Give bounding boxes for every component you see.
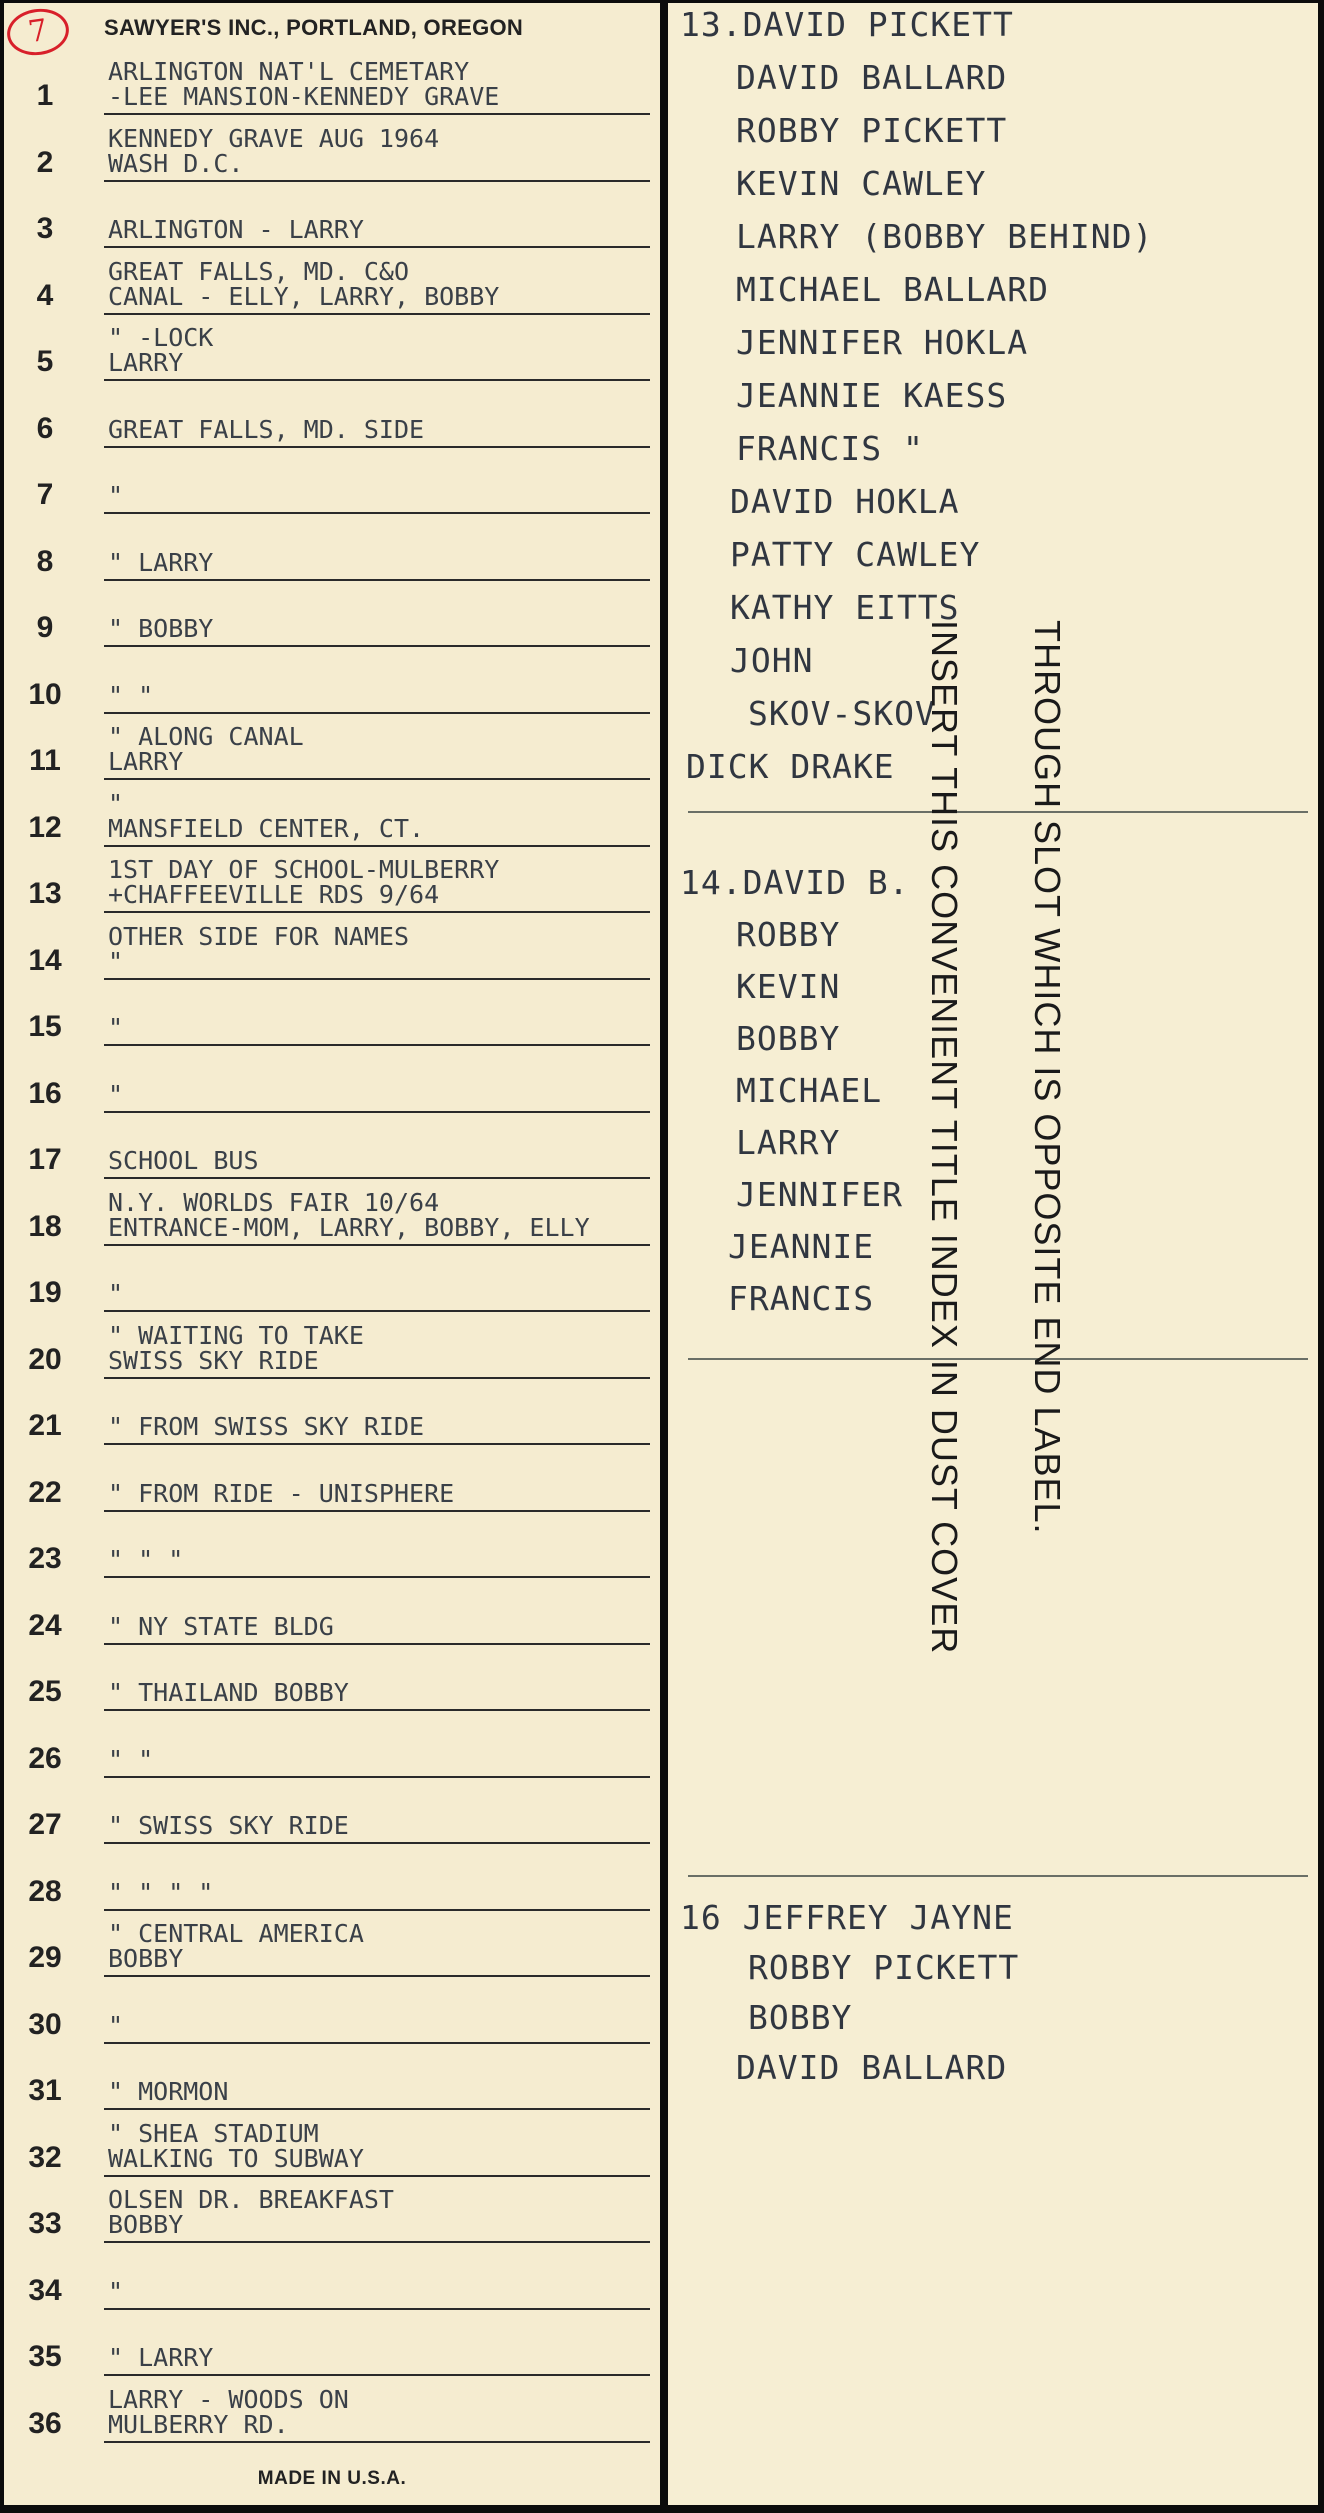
row-number: 30 <box>28 2007 62 2041</box>
row-number: 7 <box>36 478 54 511</box>
index-row <box>4 48 660 115</box>
row-entry-text: " LARRY <box>108 549 214 575</box>
row-number: 35 <box>28 2340 62 2373</box>
index-row <box>4 2376 660 2443</box>
row-number: 25 <box>28 1675 62 1708</box>
row-number: 6 <box>36 411 54 445</box>
row-number: 17 <box>28 1143 62 1176</box>
handwritten-name: 13.DAVID PICKETT <box>680 5 1014 44</box>
row-entry-text: ARLINGTON - LARRY <box>108 217 364 242</box>
index-row <box>4 780 660 847</box>
row-number: 12 <box>28 810 62 844</box>
handwritten-name: SKOV-SKOV <box>748 694 936 733</box>
instruction-line-1: INSERT THIS CONVENIENT TITLE INDEX IN DUST COVER <box>924 620 965 1655</box>
row-entry-text: " LARRY <box>108 2345 214 2370</box>
handwritten-name: JEANNIE KAESS <box>736 376 1008 415</box>
divider-line <box>688 1358 1308 1360</box>
row-entry-text: " " " " <box>108 1879 214 1905</box>
row-number: 33 <box>28 2207 62 2240</box>
index-row <box>4 1245 660 1312</box>
handwritten-name: DAVID BALLARD <box>736 58 1008 97</box>
index-row <box>4 1644 660 1711</box>
row-entry-text: " -LOCK LARRY <box>108 325 214 375</box>
row-entry-text: GREAT FALLS, MD. C&O CANAL - ELLY, LARRY, BOBBY <box>108 258 500 309</box>
handwritten-name: DAVID BALLARD <box>736 2048 1008 2087</box>
index-row <box>4 979 660 1046</box>
index-row <box>4 1511 660 1578</box>
instruction-line-2: THROUGH SLOT WHICH IS OPPOSITE END LABEL. <box>1027 620 1068 1535</box>
index-row <box>4 580 660 647</box>
row-entry-text: " MANSFIELD CENTER, CT. <box>108 790 425 841</box>
handwritten-name: KATHY EITTS <box>730 588 960 627</box>
handwritten-name: MICHAEL BALLARD <box>736 270 1050 309</box>
handwritten-name: JEANNIE <box>728 1227 875 1266</box>
row-entry-text: " <box>108 1081 124 1107</box>
row-number: 8 <box>36 544 54 578</box>
index-row <box>4 1977 660 2044</box>
handwritten-name: FRANCIS <box>728 1279 875 1318</box>
row-number: 28 <box>28 1874 62 1908</box>
row-entry-text: " THAILAND BOBBY <box>108 1680 349 1705</box>
row-number: 24 <box>28 1608 62 1642</box>
row-number: 10 <box>28 677 62 711</box>
row-entry-text: OTHER SIDE FOR NAMES " <box>108 923 410 974</box>
index-row <box>4 248 660 315</box>
row-entry-text: " " " <box>108 1547 184 1572</box>
row-entry-text: " <box>108 1015 124 1040</box>
row-entry-text: " <box>108 2012 124 2038</box>
row-number: 11 <box>29 744 61 777</box>
index-row <box>4 115 660 182</box>
row-entry-text: " CENTRAL AMERICA BOBBY <box>108 1921 364 1971</box>
handwritten-name: LARRY <box>736 1123 841 1162</box>
index-row <box>4 2309 660 2376</box>
row-entry-text: " SHEA STADIUM WALKING TO SUBWAY <box>108 2120 364 2171</box>
index-row <box>4 314 660 381</box>
index-row <box>4 1844 660 1911</box>
handwritten-name: JENNIFER HOKLA <box>736 323 1029 362</box>
row-entry-text: " MORMON <box>108 2079 229 2104</box>
red-circled-card-number: 7 <box>4 5 72 59</box>
card-header: SAWYER'S INC., PORTLAND, OREGON <box>104 15 524 40</box>
row-number: 27 <box>28 1808 62 1841</box>
index-row <box>4 1578 660 1645</box>
handwritten-name: ROBBY PICKETT <box>736 111 1008 150</box>
row-number: 1 <box>36 79 54 112</box>
index-row <box>4 2043 660 2110</box>
index-row <box>4 2243 660 2310</box>
index-row <box>4 1179 660 1246</box>
row-entry-text: " ALONG CANAL LARRY <box>108 724 304 774</box>
row-number: 3 <box>36 212 54 245</box>
row-number: 9 <box>36 611 54 644</box>
index-row <box>4 2110 660 2177</box>
row-number: 26 <box>28 1741 62 1775</box>
index-row <box>4 713 660 780</box>
row-entry-text: N.Y. WORLDS FAIR 10/64 ENTRANCE-MOM, LARRY, BOBBY, ELLY <box>108 1189 590 1240</box>
handwritten-name: BOBBY <box>736 1019 841 1058</box>
index-row <box>4 1378 660 1445</box>
index-row <box>4 2176 660 2243</box>
row-entry-text: LARRY - WOODS ON MULBERRY RD. <box>108 2386 349 2437</box>
row-entry-text: " <box>108 2278 124 2304</box>
row-entry-text: 1ST DAY OF SCHOOL-MULBERRY +CHAFFEEVILLE RDS 9/64 <box>108 857 500 907</box>
handwritten-name: KEVIN CAWLEY <box>736 164 987 203</box>
row-rule <box>104 2441 650 2443</box>
row-entry-text: " <box>108 1281 124 1306</box>
row-number: 16 <box>28 1076 62 1110</box>
handwritten-name: FRANCIS " <box>736 429 924 468</box>
row-number: 14 <box>28 943 62 977</box>
index-row <box>4 1046 660 1113</box>
handwritten-name: PATTY CAWLEY <box>730 535 981 574</box>
row-number: 20 <box>28 1342 62 1376</box>
row-number: 2 <box>36 145 54 179</box>
row-entry-text: KENNEDY GRAVE AUG 1964 WASH D.C. <box>108 125 440 176</box>
row-entry-text: " " <box>108 1746 154 1772</box>
index-row <box>4 447 660 514</box>
row-number: 29 <box>28 1941 62 1974</box>
handwritten-name: MICHAEL <box>736 1071 883 1110</box>
row-entry-text: ARLINGTON NAT'L CEMETARY -LEE MANSION-KENNEDY GRAVE <box>108 59 500 109</box>
handwritten-name: 16 JEFFREY JAYNE <box>680 1898 1014 1937</box>
index-row <box>4 647 660 714</box>
row-entry-text: " WAITING TO TAKE SWISS SKY RIDE <box>108 1322 364 1373</box>
index-row <box>4 1445 660 1512</box>
row-number: 22 <box>28 1475 62 1509</box>
handwritten-name: JENNIFER <box>736 1175 903 1214</box>
row-number: 36 <box>28 2406 62 2440</box>
index-row <box>4 1112 660 1179</box>
divider-line <box>688 1875 1308 1877</box>
index-row <box>4 1312 660 1379</box>
card-footer: MADE IN U.S.A. <box>257 2468 407 2489</box>
row-number: 18 <box>28 1209 62 1243</box>
row-number: 15 <box>28 1010 62 1043</box>
handwritten-name: LARRY (BOBBY BEHIND) <box>736 217 1154 256</box>
row-number: 19 <box>28 1276 62 1309</box>
row-entry-text: " BOBBY <box>108 616 214 641</box>
row-entry-text: SCHOOL BUS <box>108 1148 259 1173</box>
row-number: 31 <box>28 2074 62 2107</box>
handwritten-name: JOHN <box>730 641 814 680</box>
index-row <box>4 381 660 448</box>
row-entry-text: " FROM RIDE - UNISPHERE <box>108 1480 455 1506</box>
row-number: 13 <box>28 877 62 910</box>
row-number: 4 <box>36 278 54 312</box>
handwritten-name: DAVID HOKLA <box>730 482 960 521</box>
row-entry-text: " <box>108 483 124 508</box>
row-entry-text: OLSEN DR. BREAKFAST BOBBY <box>108 2187 394 2237</box>
row-number: 32 <box>28 2140 62 2174</box>
handwritten-name: ROBBY PICKETT <box>748 1948 1020 1987</box>
row-entry-text: GREAT FALLS, MD. SIDE <box>108 416 425 442</box>
handwritten-name: ROBBY <box>736 915 841 954</box>
handwritten-name: DICK DRAKE <box>686 747 895 786</box>
index-row <box>4 1777 660 1844</box>
row-entry-text: " SWISS SKY RIDE <box>108 1813 349 1838</box>
handwritten-name: BOBBY <box>748 1998 853 2037</box>
index-row <box>4 514 660 581</box>
row-number: 5 <box>36 345 54 378</box>
index-row <box>4 1910 660 1977</box>
index-row <box>4 181 660 248</box>
index-row <box>4 1711 660 1778</box>
title-index-card <box>4 3 660 2505</box>
row-entry-text: " " <box>108 682 154 708</box>
names-card <box>668 3 1318 2505</box>
handwritten-name: KEVIN <box>736 967 841 1006</box>
handwritten-name: 14.DAVID B. <box>680 863 910 902</box>
row-number: 23 <box>28 1542 62 1575</box>
row-entry-text: " NY STATE BLDG <box>108 1613 334 1639</box>
index-row <box>4 913 660 980</box>
index-row <box>4 846 660 913</box>
row-number: 34 <box>28 2273 62 2307</box>
divider-line <box>688 811 1308 813</box>
row-entry-text: " FROM SWISS SKY RIDE <box>108 1414 425 1439</box>
row-number: 21 <box>28 1409 62 1442</box>
